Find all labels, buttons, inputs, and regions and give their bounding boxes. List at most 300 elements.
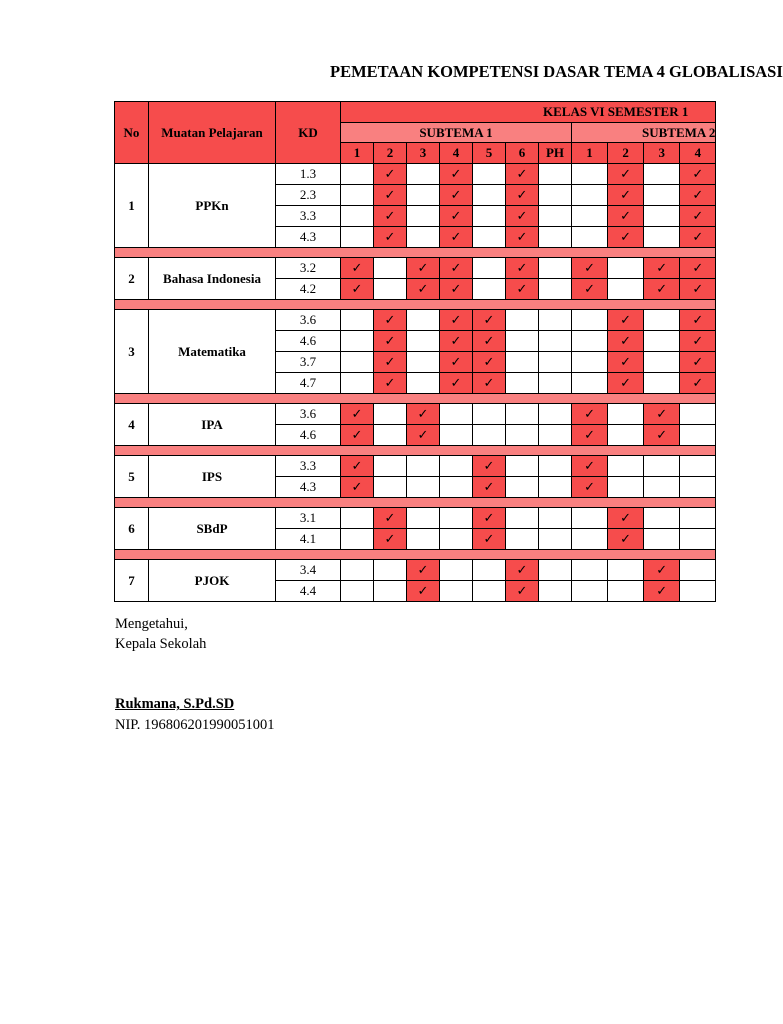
subject-name: IPS	[149, 455, 276, 497]
kd-code: 4.2	[276, 278, 341, 299]
separator-row	[115, 393, 716, 403]
checked-cell	[341, 424, 374, 445]
empty-cell	[374, 403, 407, 424]
empty-cell	[341, 351, 374, 372]
checked-cell	[572, 455, 608, 476]
empty-cell	[572, 184, 608, 205]
check-icon: ✓	[692, 187, 704, 203]
check-icon: ✓	[450, 333, 462, 349]
check-icon: ✓	[692, 375, 704, 391]
kd-code: 3.2	[276, 257, 341, 278]
checked-cell	[680, 226, 716, 247]
checked-cell	[374, 330, 407, 351]
check-icon: ✓	[656, 562, 668, 578]
empty-cell	[644, 205, 680, 226]
checked-cell	[608, 163, 644, 184]
checked-cell	[608, 184, 644, 205]
checked-cell	[680, 351, 716, 372]
empty-cell	[608, 559, 644, 580]
check-icon: ✓	[417, 281, 429, 297]
empty-cell	[341, 559, 374, 580]
checked-cell	[680, 184, 716, 205]
footer-role: Kepala Sekolah	[115, 636, 207, 652]
empty-cell	[680, 424, 716, 445]
empty-cell	[506, 372, 539, 393]
empty-cell	[572, 528, 608, 549]
table-row	[115, 455, 716, 476]
check-icon: ✓	[483, 479, 495, 495]
empty-cell	[539, 455, 572, 476]
check-icon: ✓	[384, 354, 396, 370]
header-row-1	[115, 102, 716, 123]
col-header-subtema1-5: 5	[473, 143, 506, 164]
check-icon: ✓	[351, 406, 363, 422]
check-icon: ✓	[656, 260, 668, 276]
empty-cell	[539, 309, 572, 330]
checked-cell	[440, 163, 473, 184]
check-icon: ✓	[417, 562, 429, 578]
separator-row	[115, 299, 716, 309]
subject-number: 6	[115, 507, 149, 549]
check-icon: ✓	[351, 281, 363, 297]
empty-cell	[341, 372, 374, 393]
separator-cell	[115, 393, 716, 403]
empty-cell	[572, 226, 608, 247]
checked-cell	[407, 559, 440, 580]
check-icon: ✓	[351, 458, 363, 474]
check-icon: ✓	[351, 427, 363, 443]
subject-name: SBdP	[149, 507, 276, 549]
empty-cell	[608, 278, 644, 299]
col-header-subtema1-4: 4	[440, 143, 473, 164]
table-row	[115, 559, 716, 580]
empty-cell	[341, 184, 374, 205]
checked-cell	[572, 476, 608, 497]
check-icon: ✓	[516, 562, 528, 578]
check-icon: ✓	[620, 187, 632, 203]
competency-map-table	[114, 101, 716, 602]
empty-cell	[572, 351, 608, 372]
empty-cell	[644, 330, 680, 351]
empty-cell	[374, 455, 407, 476]
col-header-subtema1-3: 3	[407, 143, 440, 164]
header-kd: KD	[276, 102, 341, 164]
check-icon: ✓	[584, 427, 595, 443]
table-row	[115, 309, 716, 330]
check-icon: ✓	[483, 312, 495, 328]
checked-cell	[440, 351, 473, 372]
checked-cell	[644, 257, 680, 278]
empty-cell	[440, 507, 473, 528]
check-icon: ✓	[516, 281, 528, 297]
empty-cell	[407, 330, 440, 351]
col-header-subtema1-6: 6	[506, 143, 539, 164]
empty-cell	[680, 559, 716, 580]
check-icon: ✓	[584, 458, 595, 474]
empty-cell	[644, 455, 680, 476]
check-icon: ✓	[450, 229, 462, 245]
check-icon: ✓	[384, 375, 396, 391]
empty-cell	[473, 424, 506, 445]
checked-cell	[608, 309, 644, 330]
header-no: No	[115, 102, 149, 164]
kd-code: 4.3	[276, 226, 341, 247]
empty-cell	[407, 309, 440, 330]
checked-cell	[644, 559, 680, 580]
check-icon: ✓	[483, 333, 495, 349]
checked-cell	[341, 278, 374, 299]
kd-code: 4.6	[276, 330, 341, 351]
empty-cell	[440, 403, 473, 424]
empty-cell	[506, 424, 539, 445]
checked-cell	[572, 403, 608, 424]
col-header-subtema2-3: 3	[644, 143, 680, 164]
check-icon: ✓	[620, 333, 632, 349]
check-icon: ✓	[656, 406, 668, 422]
checked-cell	[680, 278, 716, 299]
checked-cell	[572, 278, 608, 299]
empty-cell	[506, 403, 539, 424]
checked-cell	[506, 580, 539, 601]
empty-cell	[644, 507, 680, 528]
check-icon: ✓	[384, 166, 396, 182]
empty-cell	[473, 226, 506, 247]
check-icon: ✓	[384, 510, 396, 526]
table-row	[115, 403, 716, 424]
check-icon: ✓	[351, 260, 363, 276]
kd-code: 3.1	[276, 507, 341, 528]
checked-cell	[608, 372, 644, 393]
checked-cell	[473, 528, 506, 549]
empty-cell	[572, 559, 608, 580]
empty-cell	[644, 184, 680, 205]
empty-cell	[341, 580, 374, 601]
empty-cell	[572, 163, 608, 184]
empty-cell	[539, 507, 572, 528]
empty-cell	[374, 559, 407, 580]
empty-cell	[644, 309, 680, 330]
empty-cell	[341, 226, 374, 247]
empty-cell	[608, 424, 644, 445]
check-icon: ✓	[620, 510, 632, 526]
check-icon: ✓	[516, 583, 528, 599]
empty-cell	[407, 184, 440, 205]
signatory-name: Rukmana, S.Pd.SD	[115, 696, 235, 712]
checked-cell	[440, 330, 473, 351]
empty-cell	[440, 476, 473, 497]
checked-cell	[680, 372, 716, 393]
check-icon: ✓	[417, 427, 429, 443]
empty-cell	[680, 455, 716, 476]
checked-cell	[407, 403, 440, 424]
subject-name: Matematika	[149, 309, 276, 393]
empty-cell	[407, 351, 440, 372]
kd-code: 3.3	[276, 205, 341, 226]
empty-cell	[680, 476, 716, 497]
checked-cell	[374, 351, 407, 372]
check-icon: ✓	[584, 281, 595, 297]
empty-cell	[341, 205, 374, 226]
check-icon: ✓	[656, 583, 668, 599]
empty-cell	[374, 476, 407, 497]
checked-cell	[440, 372, 473, 393]
check-icon: ✓	[656, 281, 668, 297]
empty-cell	[506, 507, 539, 528]
empty-cell	[644, 163, 680, 184]
empty-cell	[473, 580, 506, 601]
check-icon: ✓	[417, 260, 429, 276]
empty-cell	[680, 403, 716, 424]
checked-cell	[440, 184, 473, 205]
empty-cell	[539, 257, 572, 278]
empty-cell	[539, 528, 572, 549]
empty-cell	[341, 528, 374, 549]
check-icon: ✓	[516, 208, 528, 224]
empty-cell	[539, 351, 572, 372]
checked-cell	[608, 205, 644, 226]
checked-cell	[407, 424, 440, 445]
check-icon: ✓	[384, 229, 396, 245]
empty-cell	[440, 455, 473, 476]
empty-cell	[506, 476, 539, 497]
check-icon: ✓	[384, 187, 396, 203]
check-icon: ✓	[516, 187, 528, 203]
checked-cell	[473, 476, 506, 497]
check-icon: ✓	[584, 479, 595, 495]
check-icon: ✓	[620, 375, 632, 391]
empty-cell	[539, 580, 572, 601]
col-header-subtema2-2: 2	[608, 143, 644, 164]
separator-cell	[115, 299, 716, 309]
table-row	[115, 163, 716, 184]
empty-cell	[539, 278, 572, 299]
kd-code: 2.3	[276, 184, 341, 205]
table-row	[115, 507, 716, 528]
checked-cell	[644, 424, 680, 445]
empty-cell	[341, 309, 374, 330]
kd-code: 4.4	[276, 580, 341, 601]
checked-cell	[374, 226, 407, 247]
check-icon: ✓	[692, 312, 704, 328]
check-icon: ✓	[620, 354, 632, 370]
subject-number: 3	[115, 309, 149, 393]
empty-cell	[473, 559, 506, 580]
check-icon: ✓	[384, 333, 396, 349]
header-kelas: KELAS VI SEMESTER 1	[341, 102, 716, 123]
empty-cell	[407, 372, 440, 393]
kd-code: 3.6	[276, 403, 341, 424]
empty-cell	[644, 226, 680, 247]
checked-cell	[374, 205, 407, 226]
checked-cell	[572, 257, 608, 278]
checked-cell	[407, 278, 440, 299]
empty-cell	[608, 476, 644, 497]
check-icon: ✓	[620, 531, 632, 547]
header-subtema-2: SUBTEMA 2	[572, 122, 716, 143]
empty-cell	[539, 372, 572, 393]
check-icon: ✓	[483, 458, 495, 474]
empty-cell	[539, 184, 572, 205]
check-icon: ✓	[584, 406, 595, 422]
checked-cell	[374, 372, 407, 393]
checked-cell	[608, 351, 644, 372]
check-icon: ✓	[483, 510, 495, 526]
subject-number: 7	[115, 559, 149, 601]
check-icon: ✓	[417, 406, 429, 422]
checked-cell	[440, 257, 473, 278]
empty-cell	[374, 424, 407, 445]
empty-cell	[341, 163, 374, 184]
check-icon: ✓	[692, 260, 704, 276]
empty-cell	[539, 559, 572, 580]
check-icon: ✓	[450, 166, 462, 182]
col-header-subtema1-7: PH	[539, 143, 572, 164]
checked-cell	[506, 163, 539, 184]
check-icon: ✓	[620, 166, 632, 182]
checked-cell	[506, 184, 539, 205]
check-icon: ✓	[656, 427, 668, 443]
checked-cell	[473, 330, 506, 351]
empty-cell	[539, 476, 572, 497]
empty-cell	[539, 205, 572, 226]
separator-row	[115, 549, 716, 559]
empty-cell	[506, 309, 539, 330]
subject-number: 5	[115, 455, 149, 497]
check-icon: ✓	[516, 229, 528, 245]
check-icon: ✓	[692, 229, 704, 245]
checked-cell	[374, 309, 407, 330]
empty-cell	[473, 257, 506, 278]
checked-cell	[506, 205, 539, 226]
checked-cell	[473, 372, 506, 393]
checked-cell	[572, 424, 608, 445]
empty-cell	[539, 403, 572, 424]
footer-mengetahui: Mengetahui,	[115, 616, 188, 632]
checked-cell	[341, 476, 374, 497]
empty-cell	[644, 351, 680, 372]
empty-cell	[680, 528, 716, 549]
kd-code: 3.4	[276, 559, 341, 580]
empty-cell	[608, 580, 644, 601]
check-icon: ✓	[351, 479, 363, 495]
separator-row	[115, 247, 716, 257]
check-icon: ✓	[692, 166, 704, 182]
check-icon: ✓	[450, 281, 462, 297]
empty-cell	[539, 163, 572, 184]
empty-cell	[539, 424, 572, 445]
kd-code: 4.7	[276, 372, 341, 393]
empty-cell	[572, 372, 608, 393]
check-icon: ✓	[516, 260, 528, 276]
check-icon: ✓	[384, 312, 396, 328]
empty-cell	[506, 351, 539, 372]
check-icon: ✓	[450, 187, 462, 203]
empty-cell	[608, 455, 644, 476]
check-icon: ✓	[483, 531, 495, 547]
checked-cell	[473, 455, 506, 476]
checked-cell	[680, 257, 716, 278]
empty-cell	[572, 309, 608, 330]
empty-cell	[572, 205, 608, 226]
competency-table-container	[114, 101, 734, 601]
empty-cell	[644, 476, 680, 497]
page-title: PEMETAAN KOMPETENSI DASAR TEMA 4 GLOBALISASI	[330, 62, 783, 81]
check-icon: ✓	[692, 333, 704, 349]
check-icon: ✓	[620, 208, 632, 224]
check-icon: ✓	[483, 354, 495, 370]
empty-cell	[572, 330, 608, 351]
check-icon: ✓	[384, 531, 396, 547]
check-icon: ✓	[692, 354, 704, 370]
checked-cell	[374, 184, 407, 205]
check-icon: ✓	[692, 281, 704, 297]
checked-cell	[506, 278, 539, 299]
kd-code: 3.7	[276, 351, 341, 372]
checked-cell	[680, 205, 716, 226]
empty-cell	[440, 580, 473, 601]
checked-cell	[680, 309, 716, 330]
empty-cell	[608, 403, 644, 424]
checked-cell	[473, 507, 506, 528]
empty-cell	[572, 580, 608, 601]
empty-cell	[473, 163, 506, 184]
separator-cell	[115, 497, 716, 507]
empty-cell	[644, 528, 680, 549]
check-icon: ✓	[620, 229, 632, 245]
empty-cell	[440, 559, 473, 580]
checked-cell	[644, 278, 680, 299]
col-header-subtema1-2: 2	[374, 143, 407, 164]
empty-cell	[374, 257, 407, 278]
check-icon: ✓	[450, 312, 462, 328]
kd-code: 4.6	[276, 424, 341, 445]
empty-cell	[407, 163, 440, 184]
checked-cell	[374, 507, 407, 528]
table-row	[115, 257, 716, 278]
kd-code: 3.6	[276, 309, 341, 330]
checked-cell	[608, 528, 644, 549]
check-icon: ✓	[450, 208, 462, 224]
check-icon: ✓	[584, 260, 595, 276]
checked-cell	[608, 226, 644, 247]
empty-cell	[407, 205, 440, 226]
checked-cell	[473, 309, 506, 330]
empty-cell	[572, 507, 608, 528]
checked-cell	[407, 580, 440, 601]
checked-cell	[374, 528, 407, 549]
checked-cell	[440, 309, 473, 330]
kd-code: 4.3	[276, 476, 341, 497]
checked-cell	[506, 559, 539, 580]
checked-cell	[680, 330, 716, 351]
subject-number: 2	[115, 257, 149, 299]
separator-row	[115, 445, 716, 455]
check-icon: ✓	[450, 260, 462, 276]
col-header-subtema2-1: 1	[572, 143, 608, 164]
checked-cell	[506, 226, 539, 247]
kd-code: 1.3	[276, 163, 341, 184]
empty-cell	[374, 278, 407, 299]
check-icon: ✓	[450, 354, 462, 370]
empty-cell	[473, 403, 506, 424]
empty-cell	[440, 424, 473, 445]
empty-cell	[374, 580, 407, 601]
separator-cell	[115, 549, 716, 559]
empty-cell	[407, 528, 440, 549]
checked-cell	[608, 330, 644, 351]
checked-cell	[440, 278, 473, 299]
checked-cell	[506, 257, 539, 278]
